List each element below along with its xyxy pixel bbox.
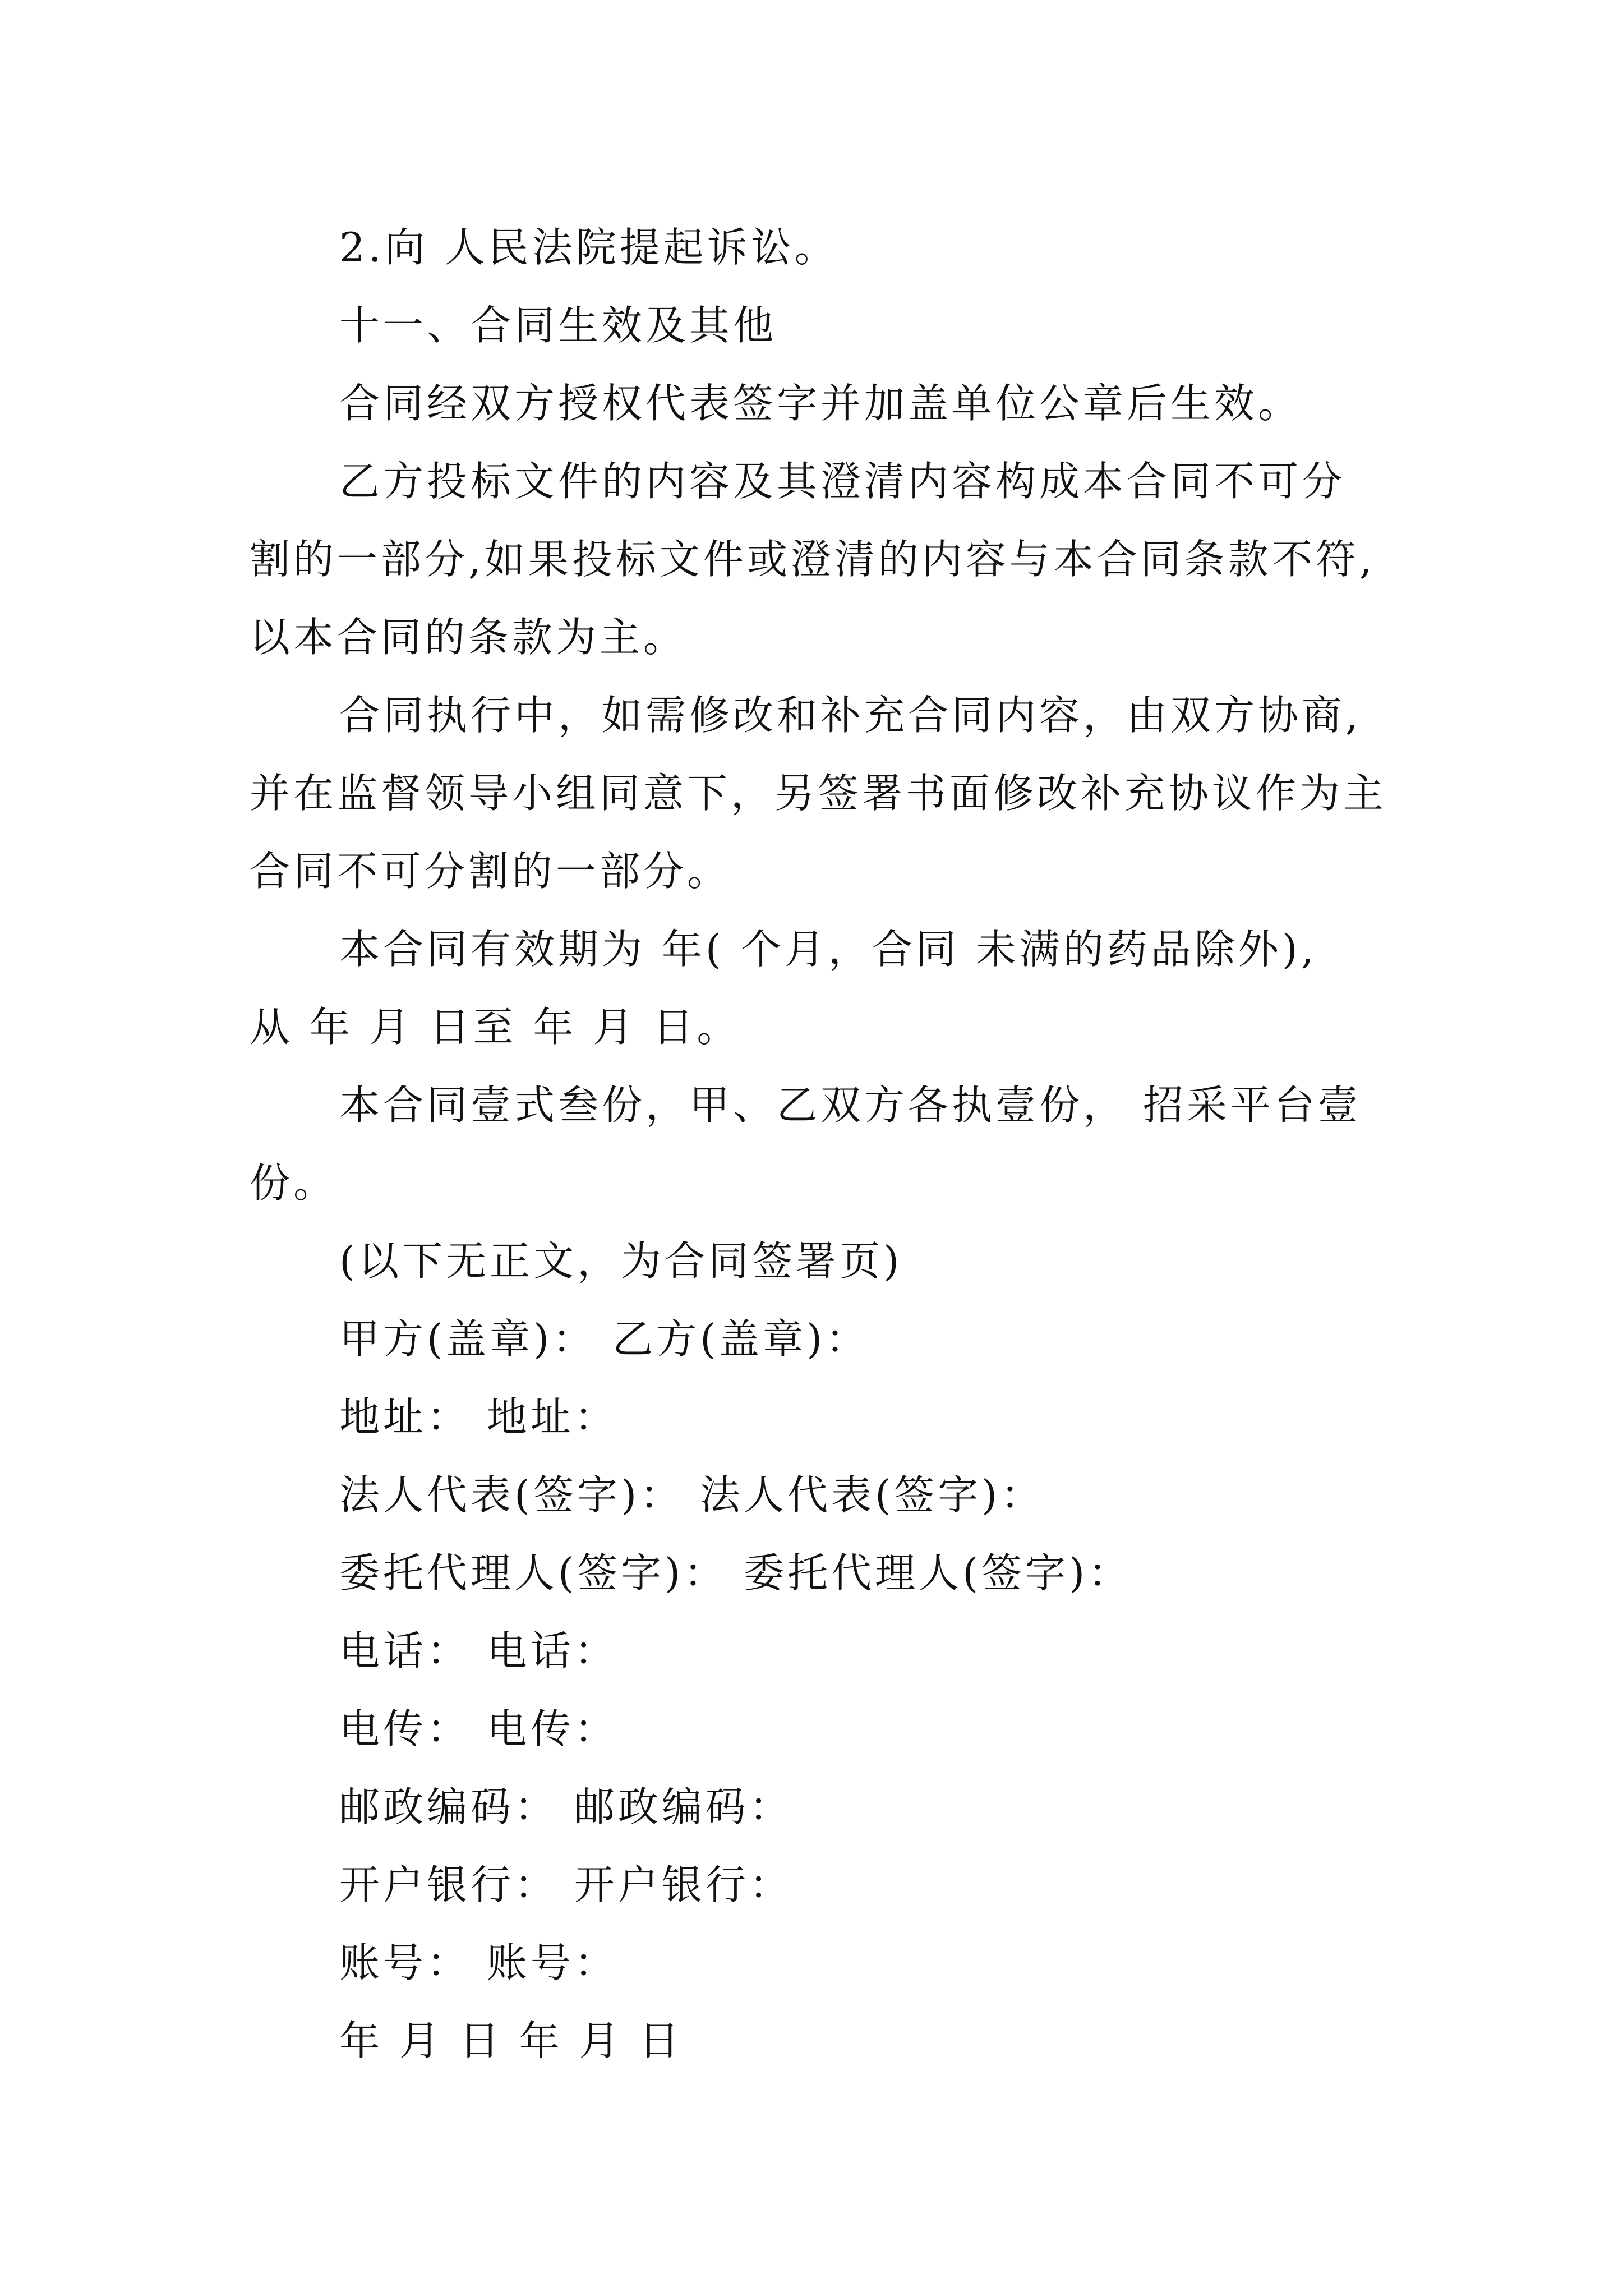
signature-field-legal-rep: 法人代表(签字)： 法人代表(签字)：	[339, 1471, 1045, 1519]
paragraph-line: 以本合同的条款为主。	[250, 614, 688, 661]
signature-field-fax: 电传： 电传：	[339, 1705, 618, 1752]
signature-page-note: (以下无正文，为合同签署页)	[339, 1237, 903, 1285]
signature-field-seal: 甲方(盖章)： 乙方(盖章)：	[339, 1315, 870, 1363]
paragraph-line: 合同执行中，如需修改和补充合同内容，由双方协商,	[339, 692, 1362, 739]
signature-field-bank: 开户银行： 开户银行：	[339, 1861, 793, 1908]
section-heading: 十一、合同生效及其他	[339, 302, 777, 349]
paragraph-line: 合同不可分割的一部分。	[250, 848, 731, 895]
paragraph-line: 本合同有效期为 年( 个月，合同 未满的药品除外),	[339, 926, 1317, 973]
paragraph-line: 份。	[250, 1159, 338, 1207]
signature-field-phone: 电话： 电话：	[339, 1627, 618, 1674]
paragraph-line: 2.向 人民法院提起诉讼。	[339, 224, 838, 271]
paragraph-line: 并在监督领导小组同意下，另签署书面修改补充协议作为主	[250, 770, 1387, 817]
paragraph-line: 割的一部分,如果投标文件或澄清的内容与本合同条款不符,	[250, 536, 1376, 583]
signature-field-account: 账号： 账号：	[339, 1939, 618, 1986]
paragraph-line: 乙方投标文件的内容及其澄清内容构成本合同不可分	[339, 458, 1346, 505]
paragraph-line: 合同经双方授权代表签字并加盖单位公章后生效。	[339, 380, 1302, 427]
signature-field-address: 地址： 地址：	[339, 1393, 618, 1441]
contract-text	[250, 209, 1388, 2080]
paragraph-line: 从 年 月 日至 年 月 日。	[250, 1004, 741, 1051]
paragraph-line: 本合同壹式叁份，甲、乙双方各执壹份， 招采平台壹	[339, 1082, 1362, 1129]
signature-field-agent: 委托代理人(签字)： 委托代理人(签字)：	[339, 1549, 1132, 1596]
signature-field-date: 年 月 日 年 月 日	[339, 2017, 683, 2064]
signature-field-postcode: 邮政编码： 邮政编码：	[339, 1783, 793, 1830]
